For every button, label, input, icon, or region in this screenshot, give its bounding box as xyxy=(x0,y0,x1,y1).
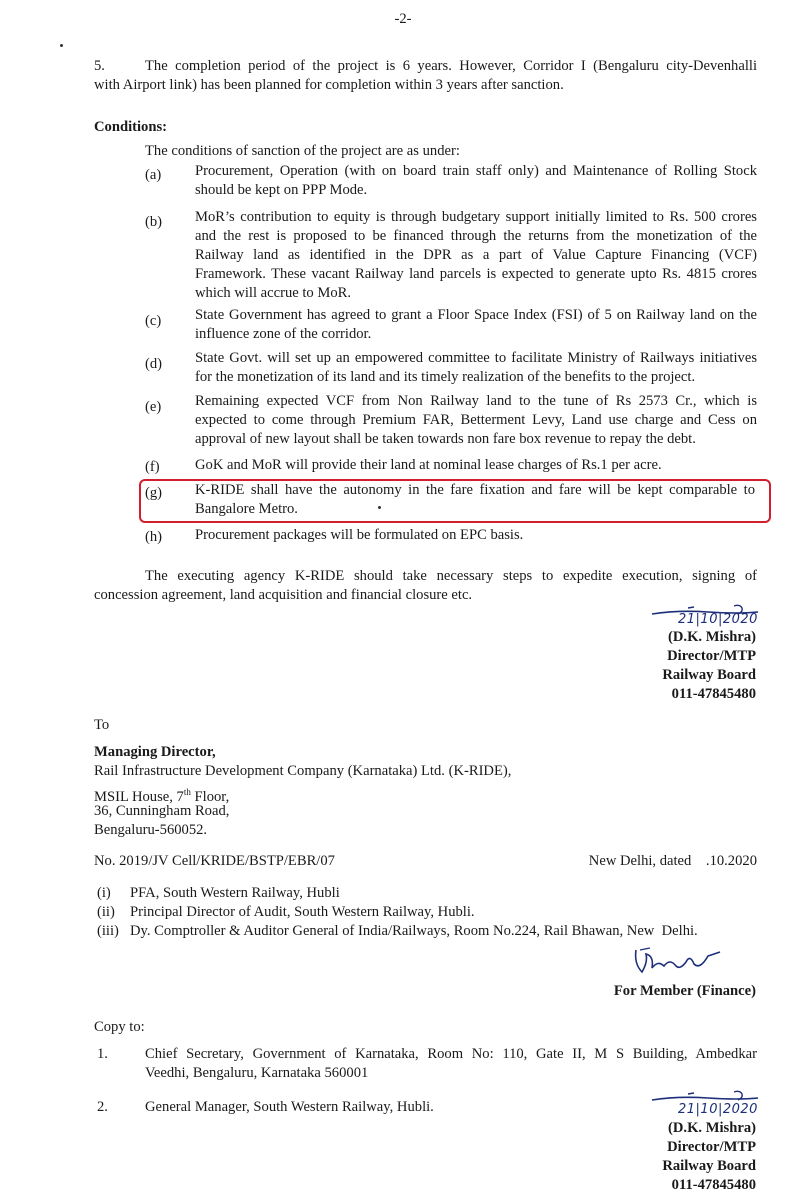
handwritten-signature xyxy=(628,944,728,978)
condition-line: State Govt. will set up an empowered committee to facilitate Ministry of Railways initiatives xyxy=(195,350,757,366)
condition-line: approval of new layout shall be taken towards non fare box revenue to repay the debt. xyxy=(195,431,696,447)
signatory-phone: 011-47845480 xyxy=(671,1177,756,1193)
copy-label: (iii) xyxy=(97,923,119,939)
executing-line1: The executing agency K-RIDE should take necessary steps to expedite execution, signing of xyxy=(145,568,757,584)
copy-to-item-label: 2. xyxy=(97,1099,108,1115)
reference-number: No. 2019/JV Cell/KRIDE/BSTP/EBR/07 xyxy=(94,853,335,869)
executing-line2: concession agreement, land acquisition and financial closure etc. xyxy=(94,587,473,603)
for-member-finance: For Member (Finance) xyxy=(613,983,756,999)
page-number: -2- xyxy=(394,11,412,27)
condition-line: influence zone of the corridor. xyxy=(195,326,372,342)
scan-speck xyxy=(60,44,63,47)
condition-label: (f) xyxy=(145,459,160,475)
condition-line: Procurement, Operation (with on board train staff only) and Maintenance of Rolling Stock xyxy=(195,163,757,179)
condition-line: Framework. These vacant Railway land parcels is expected to generate upto Rs. 4815 crores xyxy=(195,266,757,282)
condition-label: (b) xyxy=(145,214,163,230)
condition-line: K-RIDE shall have the autonomy in the fare fixation and fare will be kept comparable to xyxy=(195,482,755,498)
scan-speck xyxy=(378,506,381,509)
signatory-org: Railway Board xyxy=(662,1158,756,1174)
handwritten-date: 21|10|2020 xyxy=(678,612,758,627)
condition-line: GoK and MoR will provide their land at nominal lease charges of Rs.1 per acre. xyxy=(195,457,662,473)
condition-label: (e) xyxy=(145,399,162,415)
condition-line: State Government has agreed to grant a Floor Space Index (FSI) of 5 on Railway land on the xyxy=(195,307,757,323)
signatory-name: (D.K. Mishra) xyxy=(668,629,756,645)
condition-line: and the rest is proposed to be financed through the returns from the monetization of the xyxy=(195,228,757,244)
place-date: New Delhi, dated .10.2020 xyxy=(588,853,757,869)
handwritten-date: 21|10|2020 xyxy=(678,1102,758,1117)
address-line: Bengaluru-560052. xyxy=(94,822,208,838)
copy-text: PFA, South Western Railway, Hubli xyxy=(130,885,340,901)
copy-to-label: Copy to: xyxy=(94,1019,145,1035)
signatory-org: Railway Board xyxy=(662,667,756,683)
copy-to-item-label: 1. xyxy=(97,1046,108,1062)
condition-line: Procurement packages will be formulated on EPC basis. xyxy=(195,527,524,543)
condition-line: which will accrue to MoR. xyxy=(195,285,352,301)
signatory-name: (D.K. Mishra) xyxy=(668,1120,756,1136)
to-label: To xyxy=(94,717,110,733)
recipient-title: Managing Director, xyxy=(94,744,216,760)
conditions-intro: The conditions of sanction of the project are as under: xyxy=(145,143,460,159)
conditions-heading: Conditions: xyxy=(94,119,167,135)
address-line: Rail Infrastructure Development Company (Karnataka) Ltd. (K-RIDE), xyxy=(94,763,512,779)
address-line: 36, Cunningham Road, xyxy=(94,803,230,819)
condition-line: MoR’s contribution to equity is through budgetary support initially limited to Rs. 500 crores xyxy=(195,209,757,225)
copy-text: Principal Director of Audit, South Western Railway, Hubli. xyxy=(130,904,475,920)
condition-line: for the monetization of its land and its timely realization of the benefits to the project. xyxy=(195,369,696,385)
para5-line2: with Airport link) has been planned for completion within 3 years after sanction. xyxy=(94,77,564,93)
copy-to-item-line: Chief Secretary, Government of Karnataka, Room No: 110, Gate II, M S Building, Ambedkar xyxy=(145,1046,757,1062)
condition-label: (d) xyxy=(145,356,163,372)
copy-label: (i) xyxy=(97,885,111,901)
copy-to-item-line: General Manager, South Western Railway, Hubli. xyxy=(145,1099,434,1115)
condition-label: (g) xyxy=(145,485,163,501)
signatory-phone: 011-47845480 xyxy=(671,686,756,702)
copy-to-item-line: Veedhi, Bengaluru, Karnataka 560001 xyxy=(145,1065,369,1081)
signatory-title: Director/MTP xyxy=(667,1139,756,1155)
condition-label: (c) xyxy=(145,313,162,329)
condition-line: Railway land as identified in the DPR as a part of Value Capture Financing (VCF) xyxy=(195,247,757,263)
condition-label: (a) xyxy=(145,167,162,183)
condition-label: (h) xyxy=(145,529,163,545)
condition-line: Remaining expected VCF from Non Railway land to the tune of Rs 2573 Cr., which is xyxy=(195,393,757,409)
condition-line: Bangalore Metro. xyxy=(195,501,298,517)
para5-line1: The completion period of the project is 6 years. However, Corridor I (Bengaluru city-Devenhalli xyxy=(145,58,757,74)
address-line: MSIL House, 7th Floor, xyxy=(94,787,230,805)
condition-line: expected to come through Premium FAR, Betterment Levy, Land use charge and Cess on xyxy=(195,412,757,428)
condition-line: should be kept on PPP Mode. xyxy=(195,182,368,198)
para5-number: 5. xyxy=(94,58,105,74)
signatory-title: Director/MTP xyxy=(667,648,756,664)
copy-text: Dy. Comptroller & Auditor General of India/Railways, Room No.224, Rail Bhawan, New Delhi. xyxy=(130,923,698,939)
copy-label: (ii) xyxy=(97,904,115,920)
